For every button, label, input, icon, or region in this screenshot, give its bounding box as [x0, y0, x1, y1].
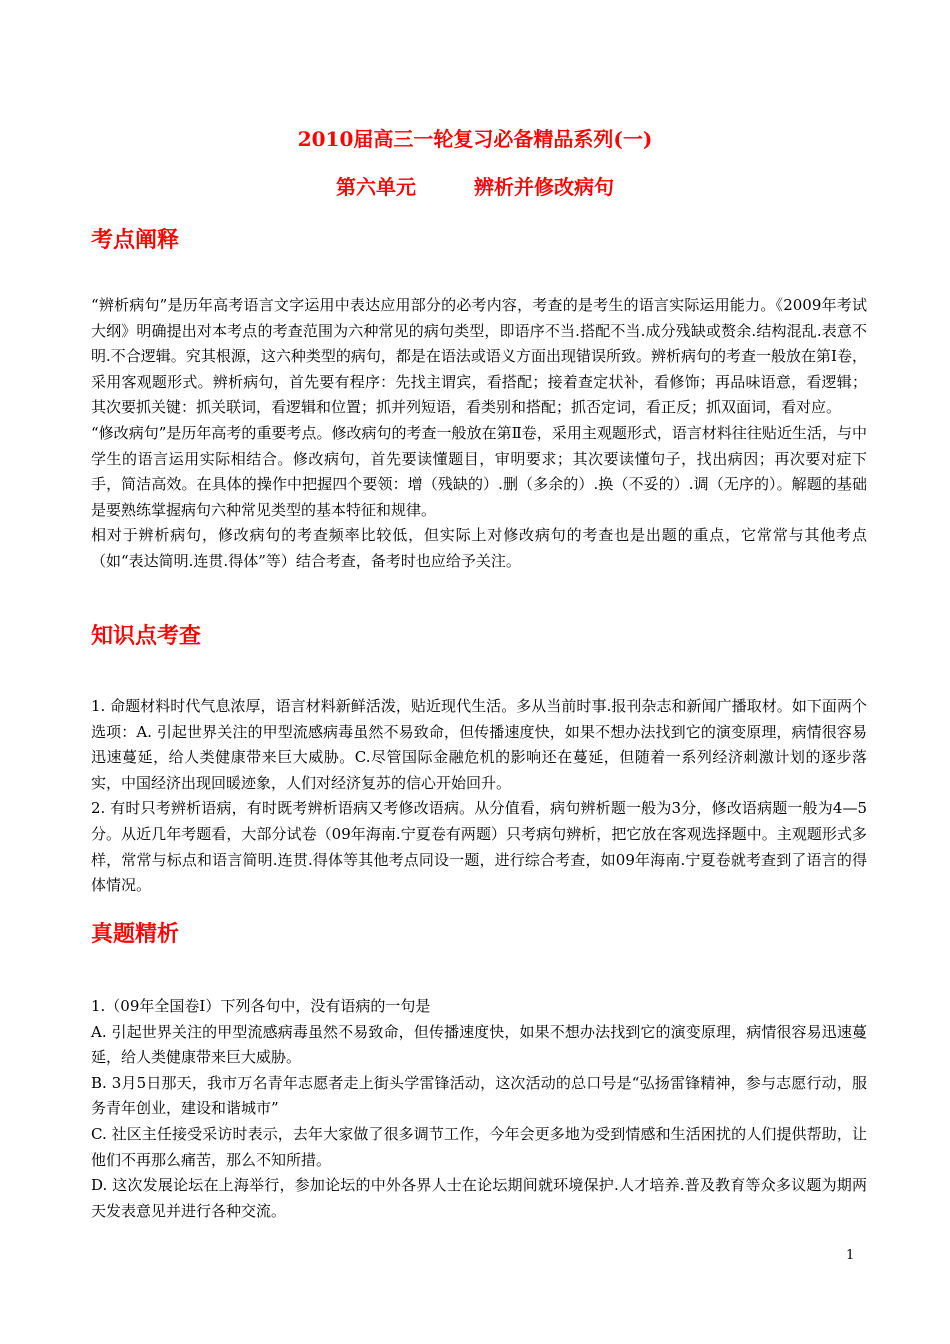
page-number: 1 [846, 1248, 855, 1263]
question-stem: 1.（09年全国卷Ⅰ）下列各句中，没有语病的一句是 [91, 997, 431, 1015]
paragraph: 2. 有时只考辨析语病，有时既考辨析语病又考修改语病。从分值看，病句辨析题一般为3分，修改语病题一般为4—5分。从近几年考题看，大部分试卷（09年海南.宁夏卷有两题）只考病句辨析，把它放在客观选择题中。主观题形式多样，常常与标点和语言简明.连贯.得体等其他考点同设一题，进行综合考查，如09年海南.宁夏卷就考查到了语言的得体情况。 [91, 799, 867, 895]
option-a: A. 引起世界关注的甲型流感病毒虽然不易致命，但传播速度快，如果不想办法找到它的演变原理，病情很容易迅速蔓延，给人类健康带来巨大威胁。 [91, 1022, 867, 1067]
section-heading-zhenti: 真题精析 [91, 921, 180, 947]
option-b: B. 3月5日那天，我市万名青年志愿者走上街头学雷锋活动，这次活动的总口号是“弘扬雷锋精神，参与志愿行动，服务青年创业，建设和谐城市” [91, 1073, 867, 1118]
paragraph: “辨析病句”是历年高考语言文字运用中表达应用部分的必考内容，考查的是考生的语言实际运用能力。《2009年考试大纲》明确提出对本考点的考查范围为六种常见的病句类型，即语序不当.搭配不当.成分残缺或赘余.结构混乱.表意不明.不合逻辑。究其根源，这六种类型的病句，都是在语法或语义方面出现错误所致。辨析病句的考查一般放在第Ⅰ卷，采用客观题形式。辨析病句，首先要有程序：先找主谓宾，看搭配；接着查定状补，看修饰；再品味语意，看逻辑；其次要抓关键：抓关联词，看逻辑和位置；抓并列短语，看类别和搭配；抓否定词，看正反；抓双面词，看对应。 [91, 296, 867, 417]
section-body-zhenti [91, 994, 867, 1224]
section-body-zhishidian [91, 694, 867, 899]
paragraph: 1. 命题材料时代气息浓厚，语言材料新鲜活泼，贴近现代生活。多从当前时事.报刊杂志和新闻广播取材。如下面两个选项：A. 引起世界关注的甲型流感病毒虽然不易致命，但传播速度快，如果不想办法找到它的演变原理，病情很容易迅速蔓延，给人类健康带来巨大威胁。C.尽管国际金融危机的影响还在蔓延，但随着一系列经济刺激计划的逐步落实，中国经济出现回暖迹象，人们对经济复苏的信心开始回升。 [91, 697, 867, 792]
option-c: C. 社区主任接受采访时表示，去年大家做了很多调节工作，今年会更多地为受到情感和生活困扰的人们提供帮助，让他们不再那么痛苦，那么不知所措。 [91, 1124, 867, 1169]
unit-label: 第六单元 [336, 175, 416, 199]
option-d: D. 这次发展论坛在上海举行，参加论坛的中外各界人士在论坛期间就环境保护.人才培养.普及教育等众多议题为期两天发表意见并进行各种交流。 [91, 1176, 867, 1220]
section-heading-kaodian: 考点阐释 [91, 227, 180, 253]
document-title: 2010届高三一轮复习必备精品系列(一) [297, 127, 653, 151]
paragraph: 相对于辨析病句，修改病句的考查频率比较低，但实际上对修改病句的考查也是出题的重点，它常常与其他考点（如“表达简明.连贯.得体”等）结合考查，备考时也应给予关注。 [91, 526, 867, 570]
section-heading-zhishidian: 知识点考查 [91, 623, 202, 649]
paragraph: “修改病句”是历年高考的重要考点。修改病句的考查一般放在第Ⅱ卷，采用主观题形式，语言材料往往贴近生活，与中学生的语言运用实际相结合。修改病句，首先要读懂题目，审明要求；其次要读懂句子，找出病因；再次要对症下手，简洁高效。在具体的操作中把握四个要领：增（残缺的）.删（多余的）.换（不妥的）.调（无序的）。解题的基础是要熟练掌握病句六种常见类型的基本特征和规律。 [91, 423, 867, 519]
unit-title: 辨析并修改病句 [474, 175, 614, 199]
unit-title-line [0, 174, 950, 200]
section-body-kaodian [91, 293, 867, 575]
